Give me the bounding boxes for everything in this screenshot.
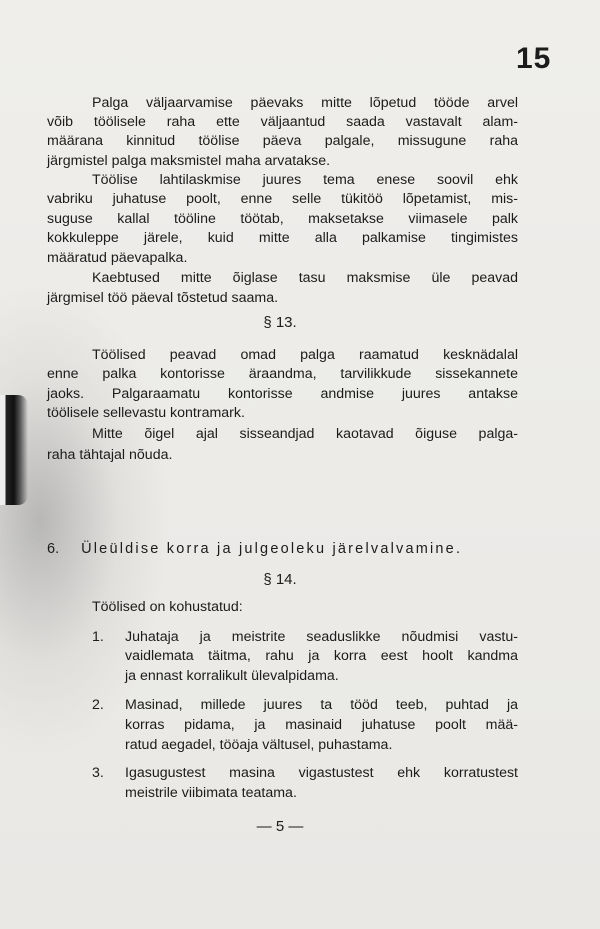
text-line: vabriku juhatuse poolt, enne selle tükitöö lõpetamist, mis- <box>47 191 518 207</box>
text-line: enne palka kontorisse äraandma, tarvilikkude sissekannete <box>47 366 518 382</box>
text-line: suguse kallal tööline töötab, maksetakse viimasele palk <box>47 211 518 227</box>
text-line: järgmisel töö päeval tõstetud saama. <box>47 290 279 306</box>
page-number-top: 15 <box>516 42 552 75</box>
list-item-line: ratud aegadel, tööaja vältusel, puhastama. <box>125 737 393 753</box>
text-line: järgmistel palga maksmistel maha arvatakse. <box>47 153 331 169</box>
text-line: võib töölisele raha ette väljaantud saada vastavalt alam- <box>47 114 518 130</box>
binding-clip <box>0 395 28 505</box>
text-line: määrana kinnitud töölise päeva palgale, missugune raha <box>47 133 518 149</box>
chapter-heading <box>47 540 517 558</box>
text-line: Töölise lahtilaskmise juures tema enese soovil ehk <box>92 172 518 188</box>
text-line: Kaebtused mitte õiglase tasu maksmise üle peavad <box>92 270 518 286</box>
text-line: Töölised peavad omad palga raamatud kesknädalal <box>92 347 518 363</box>
text-line: kokkuleppe järele, kuid mitte alla palkamise tingimistes <box>47 230 518 246</box>
text-line: jaoks. Palgaraamatu kontorisse andmise juures antakse <box>47 386 518 402</box>
section-heading-13: § 13. <box>263 314 297 331</box>
list-item-line: meistrile viibimata teatama. <box>125 785 297 801</box>
list-item-line: Igasugustest masina vigastustest ehk korratustest <box>125 765 518 781</box>
list-item-line: Juhataja ja meistrite seaduslikke nõudmisi vastu- <box>125 629 518 645</box>
section-heading-14: § 14. <box>263 571 297 588</box>
list-item-line: Masinad, millede juures ta tööd teeb, puhtad ja <box>125 697 518 713</box>
list-item-line: vaidlemata täitma, rahu ja korra eest hoolt kandma <box>125 648 518 664</box>
page-footer-number: — 5 — <box>256 818 304 835</box>
section-intro: Töölised on kohustatud: <box>92 599 243 615</box>
text-line: Palga väljaarvamise päevaks mitte lõpetud tööde arvel <box>92 95 518 111</box>
list-item-line: korras pidama, ja masinaid juhatuse poolt mää- <box>125 717 518 733</box>
text-line: Mitte õigel ajal sisseandjad kaotavad õiguse palga- <box>92 426 518 442</box>
text-line: määratud päevapalka. <box>47 250 188 266</box>
list-item-number: 2. <box>92 697 104 713</box>
list-item-number: 3. <box>92 765 104 781</box>
text-line: töölisele sellevastu kontramark. <box>47 405 245 421</box>
text-line: raha tähtajal nõuda. <box>47 447 173 463</box>
list-item-line: ja ennast korralikult ülevalpidama. <box>125 668 339 684</box>
chapter-number: 6. <box>47 541 60 557</box>
chapter-title: Üleüldise korra ja julgeoleku järelvalvamine. <box>81 541 463 557</box>
list-item-number: 1. <box>92 629 104 645</box>
